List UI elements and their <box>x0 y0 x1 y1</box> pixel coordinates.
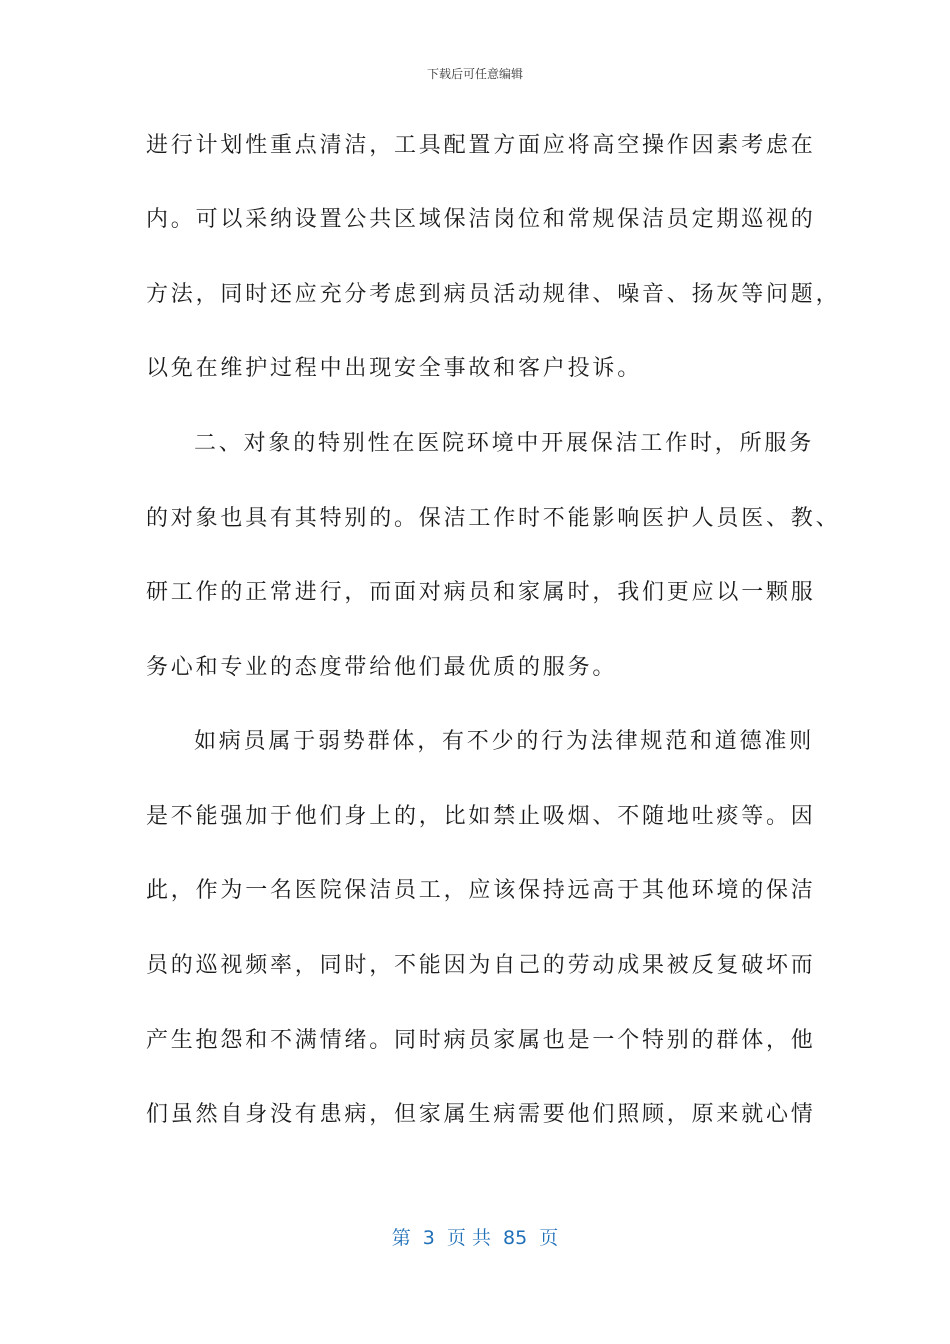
body-line-5: 二、对象的特别性在医院环境中开展保洁工作时，所服务 <box>194 431 815 456</box>
body-line-11: 此，作为一名医院保洁员工，应该保持远高于其他环境的保洁 <box>146 878 816 903</box>
body-line-4: 以免在维护过程中出现安全事故和客户投诉。 <box>146 356 643 381</box>
body-line-8: 务心和专业的态度带给他们最优质的服务。 <box>146 655 618 680</box>
body-line-7: 研工作的正常进行，而面对病员和家属时，我们更应以一颗服 <box>146 580 816 605</box>
page-number-footer: 第 3 页 共 85 页 <box>391 1227 559 1249</box>
body-line-10: 是不能强加于他们身上的，比如禁止吸烟、不随地吐痰等。因 <box>146 804 816 829</box>
body-line-12: 员的巡视频率，同时，不能因为自己的劳动成果被反复破坏而 <box>146 953 816 978</box>
body-line-9: 如病员属于弱势群体，有不少的行为法律规范和道德准则 <box>194 729 815 754</box>
body-line-13: 产生抱怨和不满情绪。同时病员家属也是一个特别的群体，他 <box>146 1028 816 1053</box>
body-line-6: 的对象也具有其特别的。保洁工作时不能影响医护人员医、教、 <box>146 506 841 531</box>
body-line-14: 们虽然自身没有患病，但家属生病需要他们照顾，原来就心情 <box>146 1102 816 1127</box>
body-line-3: 方法，同时还应充分考虑到病员活动规律、噪音、扬灰等问题， <box>146 282 841 307</box>
body-line-2: 内。可以采纳设置公共区域保洁岗位和常规保洁员定期巡视的 <box>146 207 816 232</box>
page-header: 下载后可任意编辑 <box>426 67 523 81</box>
body-line-1: 进行计划性重点清洁，工具配置方面应将高空操作因素考虑在 <box>146 133 816 158</box>
